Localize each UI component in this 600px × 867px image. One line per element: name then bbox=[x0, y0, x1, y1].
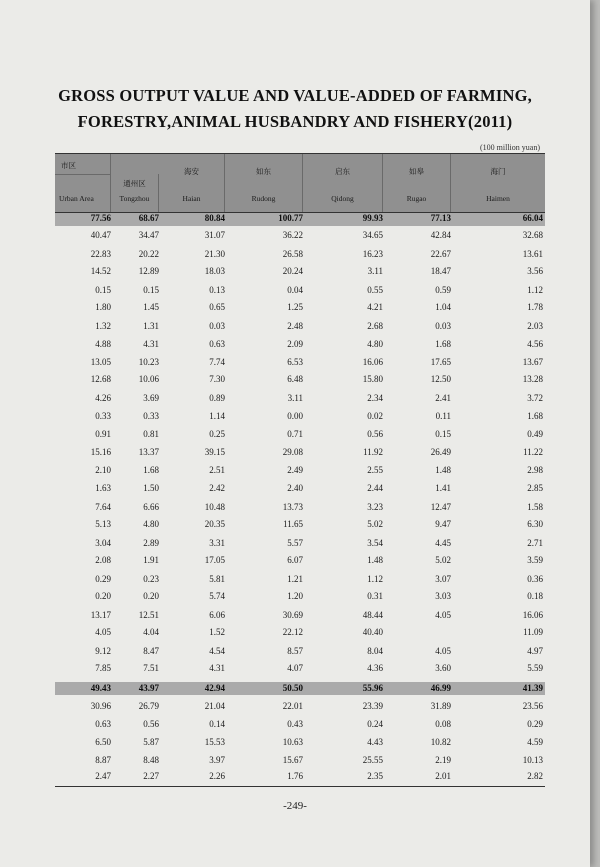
table-cell: 2.09 bbox=[287, 339, 303, 349]
table-cell: 8.47 bbox=[143, 646, 159, 656]
table-cell: 0.00 bbox=[287, 411, 303, 421]
table-cell: 2.44 bbox=[367, 483, 383, 493]
table-cell: 50.50 bbox=[282, 683, 303, 693]
table-cell: 2.55 bbox=[367, 465, 383, 475]
table-cell: 6.48 bbox=[287, 374, 303, 384]
table-row bbox=[55, 538, 545, 552]
table-cell: 16.06 bbox=[522, 610, 543, 620]
table-cell: 6.30 bbox=[527, 519, 543, 529]
table-row bbox=[55, 339, 545, 353]
header-qidong bbox=[303, 154, 383, 212]
table-cell: 8.87 bbox=[95, 755, 111, 765]
table-cell: 2.85 bbox=[527, 483, 543, 493]
header-urban-area-en: Urban Area bbox=[59, 194, 94, 203]
table-cell: 2.19 bbox=[435, 755, 451, 765]
table-cell: 10.13 bbox=[522, 755, 543, 765]
table-cell: 1.14 bbox=[209, 411, 225, 421]
table-cell: 2.89 bbox=[143, 538, 159, 548]
table-cell: 2.34 bbox=[367, 393, 383, 403]
table-header bbox=[55, 154, 545, 212]
table-cell: 11.92 bbox=[363, 447, 383, 457]
table-row bbox=[55, 465, 545, 479]
table-row bbox=[55, 502, 545, 516]
table-cell: 1.78 bbox=[527, 302, 543, 312]
table-row bbox=[55, 249, 545, 263]
table-cell: 11.22 bbox=[523, 447, 543, 457]
table-cell: 0.81 bbox=[143, 429, 159, 439]
header-haimen-cn: 海门 bbox=[490, 167, 506, 176]
header-qidong-en: Qidong bbox=[331, 194, 354, 203]
table-cell: 3.31 bbox=[209, 538, 225, 548]
table-row bbox=[55, 429, 545, 443]
header-qidong-cn: 启东 bbox=[335, 167, 350, 176]
unit-label: (100 million yuan) bbox=[480, 143, 540, 152]
table-row bbox=[55, 393, 545, 407]
table-cell: 5.57 bbox=[287, 538, 303, 548]
table-cell: 7.64 bbox=[95, 502, 111, 512]
header-subdivider bbox=[55, 174, 111, 175]
header-rudong bbox=[225, 154, 303, 212]
table-row bbox=[55, 411, 545, 425]
table-cell: 34.47 bbox=[138, 230, 159, 240]
table-cell: 3.72 bbox=[527, 393, 543, 403]
header-urban-area bbox=[55, 154, 111, 212]
table-cell: 0.15 bbox=[143, 285, 159, 295]
bottom-rule bbox=[55, 786, 545, 787]
table-cell: 0.02 bbox=[367, 411, 383, 421]
table-cell: 20.24 bbox=[282, 266, 303, 276]
table-cell: 2.40 bbox=[287, 483, 303, 493]
table-row bbox=[55, 683, 545, 697]
table-cell: 1.76 bbox=[287, 771, 303, 781]
table-cell: 1.21 bbox=[287, 574, 303, 584]
table-cell: 4.07 bbox=[287, 663, 303, 673]
table-row bbox=[55, 646, 545, 660]
table-cell: 4.04 bbox=[143, 627, 159, 637]
table-cell: 7.51 bbox=[143, 663, 159, 673]
table-cell: 7.85 bbox=[95, 663, 111, 673]
table-cell: 30.96 bbox=[90, 701, 111, 711]
table-cell: 3.03 bbox=[435, 591, 451, 601]
table-cell: 6.50 bbox=[95, 737, 111, 747]
table-cell: 40.40 bbox=[362, 627, 383, 637]
table-cell: 4.80 bbox=[367, 339, 383, 349]
table-cell: 0.18 bbox=[527, 591, 543, 601]
table-cell: 0.36 bbox=[527, 574, 543, 584]
table-cell: 1.12 bbox=[367, 574, 383, 584]
table-cell: 5.02 bbox=[367, 519, 383, 529]
table-cell: 0.20 bbox=[143, 591, 159, 601]
table-cell: 10.06 bbox=[138, 374, 159, 384]
table-cell: 12.47 bbox=[430, 502, 451, 512]
table-cell: 2.47 bbox=[95, 771, 111, 781]
header-tongzhou bbox=[111, 174, 159, 212]
table-cell: 22.83 bbox=[90, 249, 111, 259]
table-cell: 3.60 bbox=[435, 663, 451, 673]
table-cell: 48.44 bbox=[362, 610, 383, 620]
table-cell: 4.31 bbox=[209, 663, 225, 673]
table-cell: 0.13 bbox=[209, 285, 225, 295]
table-cell: 13.37 bbox=[138, 447, 159, 457]
table-cell: 13.61 bbox=[522, 249, 543, 259]
table-cell: 1.80 bbox=[95, 302, 111, 312]
table-cell: 15.16 bbox=[90, 447, 111, 457]
table-cell: 4.31 bbox=[143, 339, 159, 349]
table-cell: 14.52 bbox=[90, 266, 111, 276]
table-cell: 99.93 bbox=[362, 213, 383, 223]
table-cell: 12.68 bbox=[90, 374, 111, 384]
table-cell: 26.79 bbox=[138, 701, 159, 711]
table-cell: 2.08 bbox=[95, 555, 111, 565]
table-row bbox=[55, 555, 545, 569]
table-cell: 2.03 bbox=[527, 321, 543, 331]
table-row bbox=[55, 574, 545, 588]
table-cell: 39.15 bbox=[204, 447, 225, 457]
table-cell: 10.23 bbox=[138, 357, 159, 367]
table-cell: 10.48 bbox=[204, 502, 225, 512]
table-cell: 21.30 bbox=[204, 249, 225, 259]
table-cell: 16.23 bbox=[362, 249, 383, 259]
table-cell: 4.36 bbox=[367, 663, 383, 673]
table-cell: 0.14 bbox=[209, 719, 225, 729]
table-cell: 43.97 bbox=[138, 683, 159, 693]
table-cell: 13.73 bbox=[282, 502, 303, 512]
table-row bbox=[55, 302, 545, 316]
table-cell: 5.59 bbox=[527, 663, 543, 673]
table-cell: 0.63 bbox=[95, 719, 111, 729]
table-cell: 12.50 bbox=[430, 374, 451, 384]
table-cell: 0.49 bbox=[527, 429, 543, 439]
table-cell: 12.89 bbox=[138, 266, 159, 276]
table-cell: 1.52 bbox=[209, 627, 225, 637]
table-cell: 2.48 bbox=[287, 321, 303, 331]
table-cell: 34.65 bbox=[362, 230, 383, 240]
table-cell: 0.24 bbox=[367, 719, 383, 729]
table-cell: 6.66 bbox=[143, 502, 159, 512]
table-cell: 2.68 bbox=[367, 321, 383, 331]
table-cell: 3.59 bbox=[527, 555, 543, 565]
table-cell: 1.50 bbox=[143, 483, 159, 493]
table-cell: 1.68 bbox=[527, 411, 543, 421]
table-cell: 1.04 bbox=[435, 302, 451, 312]
table-cell: 4.97 bbox=[527, 646, 543, 656]
table-cell: 11.65 bbox=[283, 519, 303, 529]
table-cell: 9.12 bbox=[95, 646, 111, 656]
table-cell: 4.05 bbox=[435, 646, 451, 656]
table-row bbox=[55, 591, 545, 605]
table-row bbox=[55, 321, 545, 335]
table-cell: 100.77 bbox=[278, 213, 303, 223]
header-rudong-en: Rudong bbox=[251, 194, 276, 203]
table-cell: 8.48 bbox=[143, 755, 159, 765]
header-haimen bbox=[451, 154, 545, 212]
table-cell: 3.97 bbox=[209, 755, 225, 765]
table-title-line-2: FORESTRY,ANIMAL HUSBANDRY AND FISHERY(2011) bbox=[77, 112, 513, 131]
table-cell: 23.56 bbox=[522, 701, 543, 711]
table-cell: 5.81 bbox=[209, 574, 225, 584]
table-cell: 3.07 bbox=[435, 574, 451, 584]
table-cell: 0.03 bbox=[435, 321, 451, 331]
table-cell: 4.59 bbox=[527, 737, 543, 747]
table-cell: 23.39 bbox=[362, 701, 383, 711]
table-cell: 0.65 bbox=[209, 302, 225, 312]
table-cell: 66.04 bbox=[522, 213, 543, 223]
table-cell: 77.56 bbox=[90, 213, 111, 223]
header-haian bbox=[159, 154, 225, 212]
table-cell: 5.87 bbox=[143, 737, 159, 747]
header-urban-area-cn: 市区 bbox=[61, 161, 76, 170]
table-cell: 32.68 bbox=[522, 230, 543, 240]
table-row bbox=[55, 483, 545, 497]
table-cell: 0.15 bbox=[95, 285, 111, 295]
table-cell: 3.56 bbox=[527, 266, 543, 276]
table-cell: 2.51 bbox=[209, 465, 225, 475]
header-tongzhou-en: Tongzhou bbox=[119, 194, 150, 203]
table-row bbox=[55, 213, 545, 227]
table-cell: 0.31 bbox=[367, 591, 383, 601]
table-cell: 4.05 bbox=[435, 610, 451, 620]
table-cell: 1.31 bbox=[143, 321, 159, 331]
table-cell: 2.01 bbox=[435, 771, 451, 781]
table-cell: 3.04 bbox=[95, 538, 111, 548]
table-cell: 15.80 bbox=[362, 374, 383, 384]
table-cell: 22.12 bbox=[282, 627, 303, 637]
table-cell: 2.98 bbox=[527, 465, 543, 475]
table-cell: 42.84 bbox=[430, 230, 451, 240]
table-cell: 20.35 bbox=[204, 519, 225, 529]
table-cell: 0.11 bbox=[435, 411, 451, 421]
table-cell: 0.89 bbox=[209, 393, 225, 403]
table-cell: 0.08 bbox=[435, 719, 451, 729]
table-cell: 41.39 bbox=[522, 683, 543, 693]
table-cell: 2.27 bbox=[143, 771, 159, 781]
table-cell: 4.88 bbox=[95, 339, 111, 349]
table-cell: 1.32 bbox=[95, 321, 111, 331]
table-cell: 0.55 bbox=[367, 285, 383, 295]
table-cell: 77.13 bbox=[430, 213, 451, 223]
table-cell: 31.89 bbox=[430, 701, 451, 711]
table-cell: 0.59 bbox=[435, 285, 451, 295]
table-row bbox=[55, 610, 545, 624]
table-cell: 80.84 bbox=[204, 213, 225, 223]
table-cell: 1.12 bbox=[527, 285, 543, 295]
table-cell: 4.43 bbox=[367, 737, 383, 747]
table-cell: 46.99 bbox=[430, 683, 451, 693]
table-cell: 15.67 bbox=[282, 755, 303, 765]
header-rugao-cn: 如皋 bbox=[409, 167, 424, 176]
header-haian-en: Haian bbox=[182, 194, 201, 203]
table-cell: 1.91 bbox=[143, 555, 159, 565]
table-cell: 29.08 bbox=[282, 447, 303, 457]
table-cell: 1.41 bbox=[435, 483, 451, 493]
table-cell: 13.28 bbox=[522, 374, 543, 384]
table-cell: 4.54 bbox=[209, 646, 225, 656]
table-cell: 0.20 bbox=[95, 591, 111, 601]
table-cell: 0.43 bbox=[287, 719, 303, 729]
header-rugao-en: Rugao bbox=[406, 194, 427, 203]
table-cell: 16.06 bbox=[362, 357, 383, 367]
table-cell: 2.82 bbox=[527, 771, 543, 781]
table-cell: 10.82 bbox=[430, 737, 451, 747]
table-cell: 0.15 bbox=[435, 429, 451, 439]
table-cell: 1.20 bbox=[287, 591, 303, 601]
table-cell: 0.33 bbox=[143, 411, 159, 421]
table-cell: 1.45 bbox=[143, 302, 159, 312]
header-haian-cn: 海安 bbox=[184, 167, 199, 176]
table-cell: 1.63 bbox=[95, 483, 111, 493]
table-cell: 4.80 bbox=[143, 519, 159, 529]
table-cell: 10.63 bbox=[282, 737, 303, 747]
table-cell: 0.63 bbox=[209, 339, 225, 349]
table-cell: 0.03 bbox=[209, 321, 225, 331]
table-cell: 1.68 bbox=[143, 465, 159, 475]
table-cell: 5.02 bbox=[435, 555, 451, 565]
table-cell: 2.26 bbox=[209, 771, 225, 781]
table-cell: 2.71 bbox=[527, 538, 543, 548]
table-cell: 2.10 bbox=[95, 465, 111, 475]
table-cell: 49.43 bbox=[90, 683, 111, 693]
table-cell: 2.35 bbox=[367, 771, 383, 781]
table-cell: 0.71 bbox=[287, 429, 303, 439]
table-cell: 13.67 bbox=[522, 357, 543, 367]
header-rugao bbox=[383, 154, 451, 212]
table-cell: 7.30 bbox=[209, 374, 225, 384]
table-cell: 1.68 bbox=[435, 339, 451, 349]
table-cell: 4.56 bbox=[527, 339, 543, 349]
table-cell: 18.47 bbox=[430, 266, 451, 276]
table-cell: 3.69 bbox=[143, 393, 159, 403]
table-cell: 6.07 bbox=[287, 555, 303, 565]
table-cell: 1.48 bbox=[367, 555, 383, 565]
table-cell: 0.29 bbox=[95, 574, 111, 584]
table-cell: 22.67 bbox=[430, 249, 451, 259]
header-tongzhou-cn: 通州区 bbox=[123, 179, 146, 188]
header-haimen-en: Haimen bbox=[486, 194, 510, 203]
table-row bbox=[55, 771, 545, 785]
table-row bbox=[55, 285, 545, 299]
table-cell: 8.04 bbox=[367, 646, 383, 656]
table-cell: 0.25 bbox=[209, 429, 225, 439]
table-cell: 0.23 bbox=[143, 574, 159, 584]
table-row bbox=[55, 737, 545, 751]
table-cell: 55.96 bbox=[362, 683, 383, 693]
table-cell: 21.04 bbox=[204, 701, 225, 711]
table-cell: 2.49 bbox=[287, 465, 303, 475]
table-cell: 5.74 bbox=[209, 591, 225, 601]
table-cell: 6.06 bbox=[209, 610, 225, 620]
table-cell: 7.74 bbox=[209, 357, 225, 367]
table-cell: 2.42 bbox=[209, 483, 225, 493]
table-cell: 0.29 bbox=[527, 719, 543, 729]
table-cell: 4.26 bbox=[95, 393, 111, 403]
table-cell: 0.56 bbox=[367, 429, 383, 439]
table-cell: 40.47 bbox=[90, 230, 111, 240]
table-cell: 2.41 bbox=[435, 393, 451, 403]
table-row bbox=[55, 357, 545, 371]
table-cell: 0.91 bbox=[95, 429, 111, 439]
table-cell: 13.05 bbox=[90, 357, 111, 367]
table-row bbox=[55, 230, 545, 244]
table-cell: 1.58 bbox=[527, 502, 543, 512]
table-cell: 42.94 bbox=[204, 683, 225, 693]
table-cell: 8.57 bbox=[287, 646, 303, 656]
table-row bbox=[55, 447, 545, 461]
table-cell: 22.01 bbox=[282, 701, 303, 711]
table-cell: 9.47 bbox=[435, 519, 451, 529]
table-row bbox=[55, 519, 545, 533]
table-cell: 11.09 bbox=[523, 627, 543, 637]
table-cell: 36.22 bbox=[282, 230, 303, 240]
header-rudong-cn: 如东 bbox=[256, 167, 271, 176]
table-row bbox=[55, 663, 545, 677]
table-title-line-1: GROSS OUTPUT VALUE AND VALUE-ADDED OF FARMING, bbox=[58, 86, 532, 105]
table-row bbox=[55, 266, 545, 280]
table-cell: 3.11 bbox=[287, 393, 303, 403]
table-cell: 4.45 bbox=[435, 538, 451, 548]
table-cell: 4.21 bbox=[367, 302, 383, 312]
table-cell: 3.54 bbox=[367, 538, 383, 548]
table-cell: 0.56 bbox=[143, 719, 159, 729]
table-cell: 1.25 bbox=[287, 302, 303, 312]
table-row bbox=[55, 701, 545, 715]
table-cell: 31.07 bbox=[204, 230, 225, 240]
table-cell: 17.65 bbox=[430, 357, 451, 367]
table-cell: 15.53 bbox=[204, 737, 225, 747]
table-cell: 12.51 bbox=[138, 610, 159, 620]
table-cell: 1.48 bbox=[435, 465, 451, 475]
table-cell: 6.53 bbox=[287, 357, 303, 367]
table-cell: 5.13 bbox=[95, 519, 111, 529]
table-row bbox=[55, 627, 545, 641]
table-cell: 20.22 bbox=[138, 249, 159, 259]
table-cell: 26.49 bbox=[430, 447, 451, 457]
table-cell: 68.67 bbox=[138, 213, 159, 223]
page-number: -249- bbox=[283, 800, 307, 812]
table-cell: 25.55 bbox=[362, 755, 383, 765]
table-cell: 4.05 bbox=[95, 627, 111, 637]
table-cell: 17.05 bbox=[204, 555, 225, 565]
table-row bbox=[55, 374, 545, 388]
table-cell: 26.58 bbox=[282, 249, 303, 259]
table-cell: 13.17 bbox=[90, 610, 111, 620]
table-cell: 0.33 bbox=[95, 411, 111, 421]
table-cell: 0.04 bbox=[287, 285, 303, 295]
table-row bbox=[55, 755, 545, 769]
table-cell: 18.03 bbox=[204, 266, 225, 276]
table-cell: 3.11 bbox=[367, 266, 383, 276]
table-row bbox=[55, 719, 545, 733]
table-cell: 3.23 bbox=[367, 502, 383, 512]
table-cell: 30.69 bbox=[282, 610, 303, 620]
